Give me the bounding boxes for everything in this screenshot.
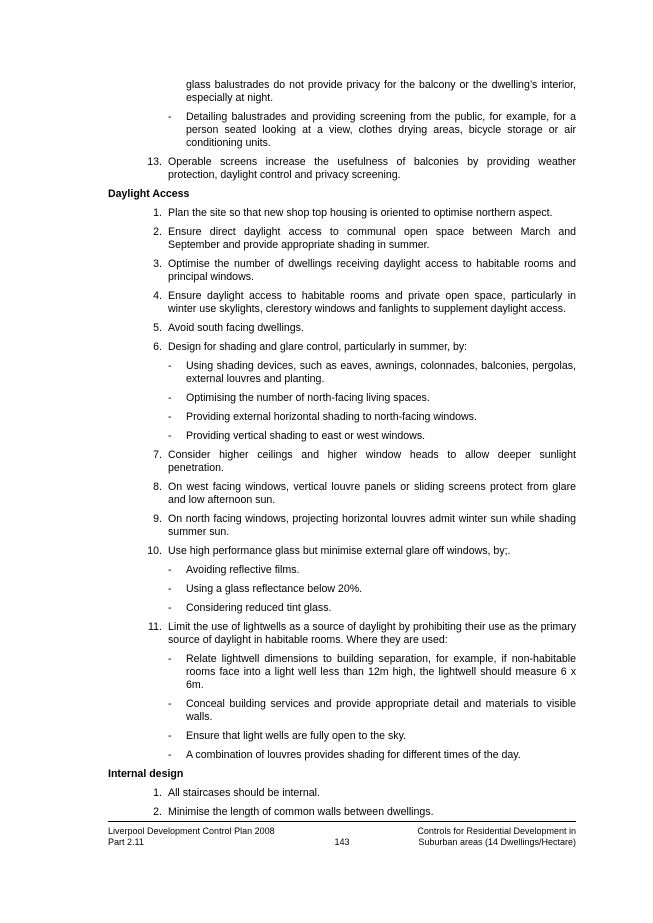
- bullet-text: Conceal building services and provide appropriate detail and materials to visible walls.: [186, 698, 576, 723]
- item-number: 9.: [153, 513, 162, 525]
- item-text: Ensure daylight access to habitable rooms and private open space, particularly in winter use skylights, clerestory windows and fanlights to supplement daylight access.: [168, 290, 576, 315]
- item-number: 2.: [153, 226, 162, 238]
- bullet-item: [108, 360, 576, 386]
- page-content: [108, 79, 576, 825]
- item-text: On north facing windows, projecting horizontal louvres admit winter sun while shading summer sun.: [168, 513, 576, 538]
- footer-plan-title: Liverpool Development Control Plan 2008: [108, 826, 275, 836]
- item-number: 7.: [153, 449, 162, 461]
- item-text: Operable screens increase the usefulness of balconies by providing weather protection, daylight control and privacy screening.: [168, 156, 576, 181]
- bullet-text: A combination of louvres provides shading for different times of the day.: [186, 749, 521, 761]
- footer-section-title: Controls for Residential Development in: [417, 826, 576, 836]
- dash-marker: -: [168, 749, 172, 761]
- bullet-text: Considering reduced tint glass.: [186, 602, 332, 614]
- numbered-item: [108, 258, 576, 284]
- item-text: Optimise the number of dwellings receiving daylight access to habitable rooms and principal windows.: [168, 258, 576, 283]
- bullet-item: [108, 392, 576, 405]
- item-number: 5.: [153, 322, 162, 334]
- item-text: Avoid south facing dwellings.: [168, 322, 304, 334]
- item-text: All staircases should be internal.: [168, 787, 320, 799]
- item-number: 3.: [153, 258, 162, 270]
- continuation-text: glass balustrades do not provide privacy for the balcony or the dwelling’s interior, especially at night.: [186, 79, 576, 104]
- section-heading-daylight: Daylight Access: [108, 188, 190, 200]
- dash-marker: -: [168, 111, 172, 123]
- bullet-text: Optimising the number of north-facing living spaces.: [186, 392, 430, 404]
- bullet-item: [108, 749, 576, 762]
- numbered-item: [108, 545, 576, 558]
- numbered-item: [108, 322, 576, 335]
- footer-section-subtitle: Suburban areas (14 Dwellings/Hectare): [418, 837, 576, 847]
- bullet-text: Providing vertical shading to east or west windows.: [186, 430, 426, 442]
- item-number: 1.: [153, 207, 162, 219]
- dash-marker: -: [168, 360, 172, 372]
- item-text: On west facing windows, vertical louvre panels or sliding screens protect from glare and low afternoon sun.: [168, 481, 576, 506]
- bullet-item: [108, 411, 576, 424]
- dash-marker: -: [168, 411, 172, 423]
- numbered-item: [108, 449, 576, 475]
- dash-marker: -: [168, 653, 172, 665]
- item-number: 8.: [153, 481, 162, 493]
- item-number: 4.: [153, 290, 162, 302]
- page-number: 143: [334, 837, 350, 847]
- page-footer: [108, 821, 576, 847]
- numbered-item: [108, 156, 576, 182]
- numbered-item: [108, 621, 576, 647]
- dash-marker: -: [168, 730, 172, 742]
- bullet-text: Using a glass reflectance below 20%.: [186, 583, 363, 595]
- item-text: Consider higher ceilings and higher window heads to allow deeper sunlight penetration.: [168, 449, 576, 474]
- numbered-item: [108, 207, 576, 220]
- dash-marker: -: [168, 602, 172, 614]
- item-number: 13.: [147, 156, 162, 168]
- bullet-text: Ensure that light wells are fully open to the sky.: [186, 730, 407, 742]
- numbered-item: [108, 481, 576, 507]
- bullet-text: Detailing balustrades and providing screening from the public, for example, for a person seated looking at a view, clothes drying areas, bicycle storage or air conditioning units.: [186, 111, 576, 149]
- footer-part: Part 2.11: [108, 837, 144, 847]
- item-text: Plan the site so that new shop top housing is oriented to optimise northern aspect.: [168, 207, 553, 219]
- dash-marker: -: [168, 698, 172, 710]
- numbered-item: [108, 341, 576, 354]
- numbered-item: [108, 513, 576, 539]
- numbered-item: [108, 226, 576, 252]
- item-text: Ensure direct daylight access to communal open space between March and September and provide appropriate shading in summer.: [168, 226, 576, 251]
- bullet-item: [108, 602, 576, 615]
- dash-marker: -: [168, 583, 172, 595]
- section-heading-internal: Internal design: [108, 768, 184, 780]
- dash-marker: -: [168, 430, 172, 442]
- bullet-text: Using shading devices, such as eaves, awnings, colonnades, balconies, pergolas, external louvres and planting.: [186, 360, 576, 385]
- bullet-item: [108, 730, 576, 743]
- item-text: Limit the use of lightwells as a source of daylight by prohibiting their use as the primary source of daylight in habitable rooms. Where they are used:: [168, 621, 576, 646]
- item-text: Design for shading and glare control, particularly in summer, by:: [168, 341, 468, 353]
- item-text: Minimise the length of common walls between dwellings.: [168, 806, 434, 818]
- dash-marker: -: [168, 392, 172, 404]
- numbered-item: [108, 806, 576, 819]
- bullet-item: [108, 111, 576, 150]
- footer-right: [417, 826, 576, 848]
- bullet-item: [108, 698, 576, 724]
- item-number: 6.: [153, 341, 162, 353]
- item-number: 2.: [153, 806, 162, 818]
- numbered-item: [108, 787, 576, 800]
- bullet-text: Relate lightwell dimensions to building separation, for example, if non-habitable rooms face into a light well less than 12m high, the lightwell should measure 6 x 6m.: [186, 653, 576, 691]
- item-number: 11.: [148, 621, 162, 633]
- bullet-text: Avoiding reflective films.: [186, 564, 300, 576]
- bullet-item: [108, 583, 576, 596]
- bullet-text: Providing external horizontal shading to north-facing windows.: [186, 411, 477, 423]
- dash-marker: -: [168, 564, 172, 576]
- bullet-item: [108, 653, 576, 692]
- item-number: 10.: [147, 545, 162, 557]
- numbered-item: [108, 290, 576, 316]
- item-text: Use high performance glass but minimise external glare off windows, by;.: [168, 545, 511, 557]
- item-number: 1.: [153, 787, 162, 799]
- bullet-item: [108, 564, 576, 577]
- bullet-item: [108, 430, 576, 443]
